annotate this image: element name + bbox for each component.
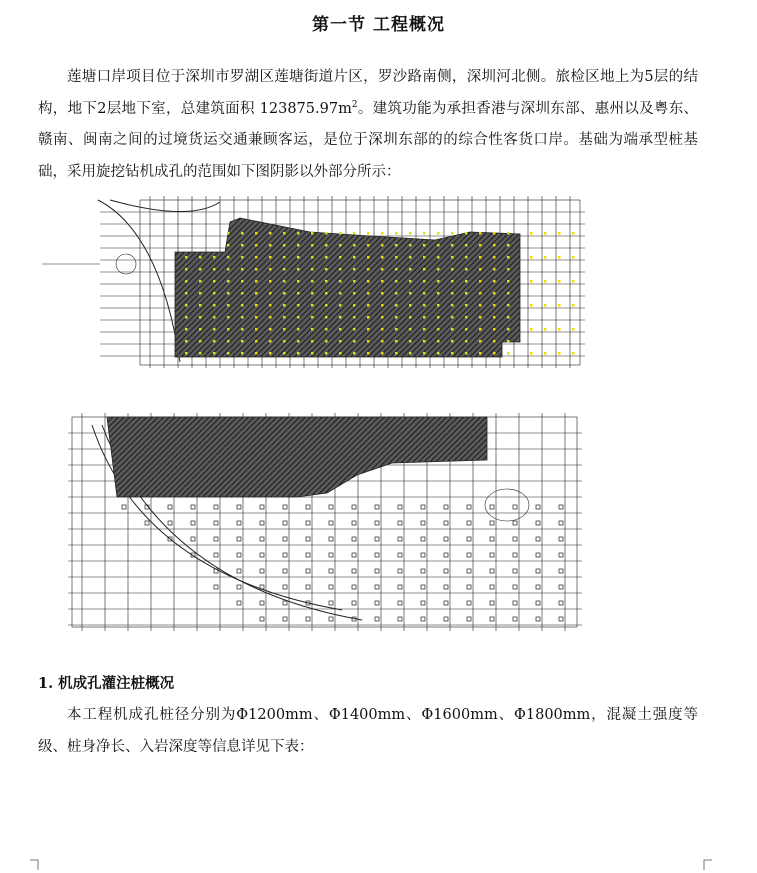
pile-plan-drawing-upper (40, 192, 600, 372)
intro-text-b: 。建筑功能为承担香港与深圳东部、惠州以及粤东、赣南、闽南之间的过境货运交通兼顾客运，是位于深圳东部的的综合性客货口岸。基础为端承型桩基础，采用旋挖钻机成孔的范围如下图阴影以外部分所示： (38, 100, 698, 180)
page-title: 第一节 工程概况 (312, 15, 445, 35)
pile-plan-drawing-lower (62, 405, 622, 645)
intro-superscript: 2 (351, 99, 358, 110)
section-heading: 1. 机成孔灌注桩概况 (38, 675, 175, 692)
pile-markers-lower (122, 505, 563, 621)
section-paragraph: 本工程机成孔桩径分别为Φ1200mm、Φ1400mm、Φ1600mm、Φ1800mm，混凝土强度等级、桩身净长、入岩深度等信息详见下表： (38, 707, 698, 755)
page-corner-mark-right (700, 858, 712, 870)
page-corner-mark-left (30, 858, 42, 870)
intro-paragraph (38, 62, 698, 188)
intro-text-a: 莲塘口岸项目位于深圳市罗湖区莲塘街道片区，罗沙路南侧，深圳河北侧。旅检区地上为5层的结构，地下2层地下室，总建筑面积 123875.97m (38, 69, 698, 117)
